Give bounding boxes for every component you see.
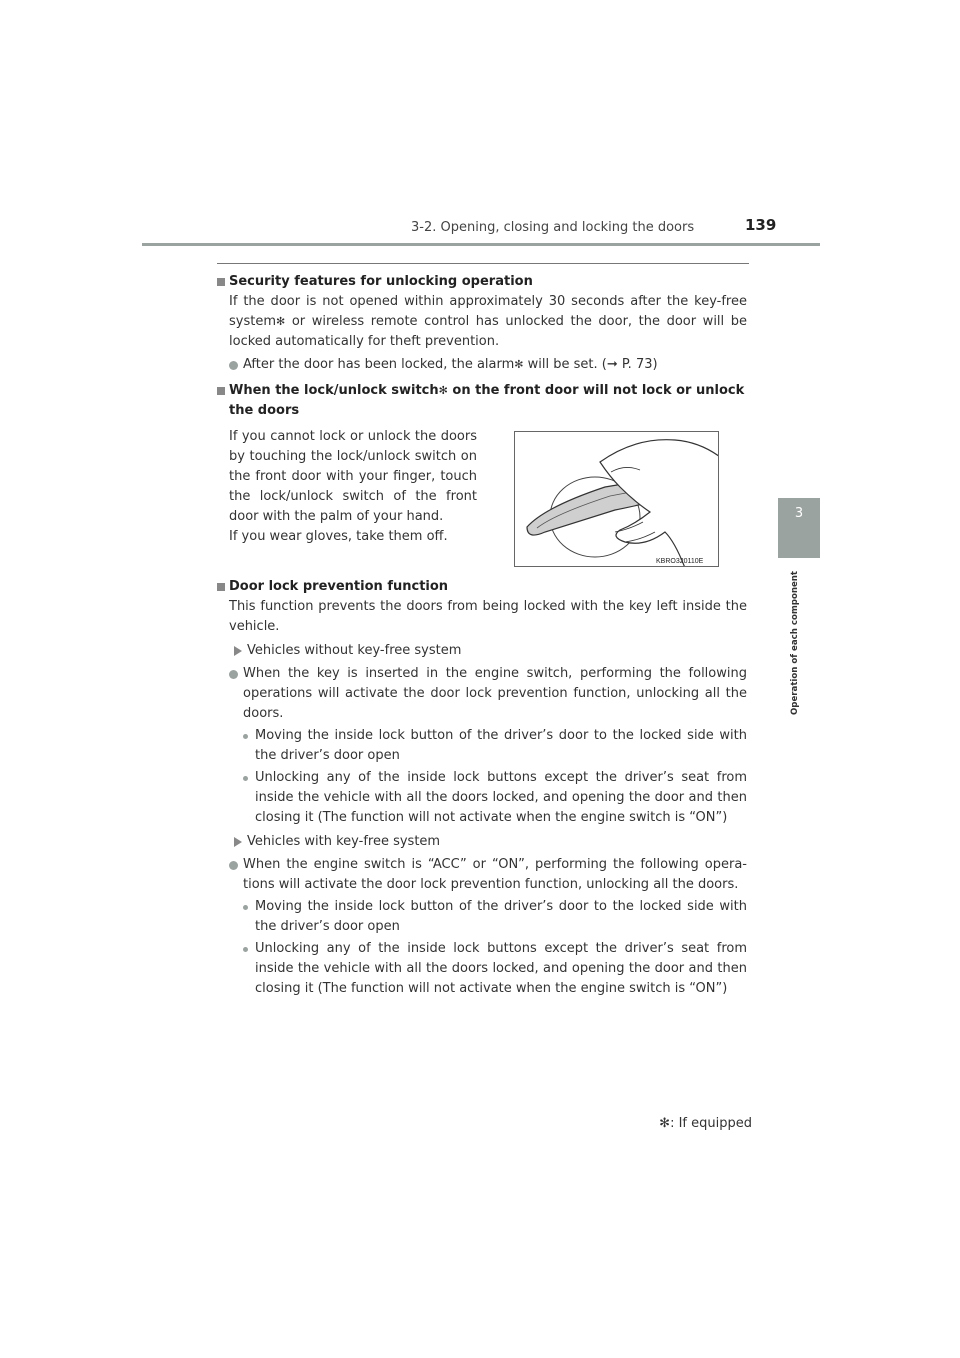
figure-code: KBRO320110E bbox=[656, 558, 704, 565]
square-bullet-icon bbox=[217, 278, 225, 286]
asterisk-icon: ✻ bbox=[276, 315, 286, 328]
chapter-title-vertical bbox=[786, 565, 806, 715]
bullet-item: After the door has been locked, the alarm✻ will be set. (➞ P. 73) bbox=[217, 355, 747, 375]
section-security bbox=[217, 272, 747, 375]
square-bullet-icon bbox=[217, 583, 225, 591]
content-divider bbox=[217, 263, 749, 264]
small-dot-icon bbox=[243, 905, 248, 910]
footnote: ✻: If equipped bbox=[659, 1116, 752, 1131]
triangle-marker-icon bbox=[234, 837, 242, 847]
round-bullet-icon bbox=[229, 861, 238, 870]
section-prevention bbox=[217, 577, 747, 999]
arrow-icon: ➞ bbox=[606, 357, 618, 372]
section-switch bbox=[217, 381, 747, 571]
section-heading: Door lock prevention function bbox=[217, 577, 747, 597]
asterisk-icon: ✻ bbox=[659, 1116, 671, 1131]
square-bullet-icon bbox=[217, 387, 225, 395]
small-dot-icon bbox=[243, 776, 248, 781]
vehicle-group-label: Vehicles with key-free system bbox=[217, 832, 747, 852]
bullet-item: When the key is inserted in the engine switch, performing the following operations will activate the door lock prevention function, unlocking all the doors. bbox=[217, 664, 747, 724]
section-heading: Security features for unlocking operation bbox=[217, 272, 747, 292]
vehicle-group-label: Vehicles without key-free system bbox=[217, 641, 747, 661]
hand-on-handle-image bbox=[515, 432, 719, 567]
small-dot-icon bbox=[243, 734, 248, 739]
bullet-item: When the engine switch is “ACC” or “ON”, performing the following opera-tions will activate the door lock prevention function, unlocking all the doors. bbox=[217, 855, 747, 895]
sub-bullet-item: Moving the inside lock button of the driver’s door to the locked side with the driver’s door open bbox=[217, 897, 747, 937]
paragraph: This function prevents the doors from being locked with the key left inside the vehicle. bbox=[229, 599, 747, 634]
section-heading: When the lock/unlock switch✻ on the front door will not lock or unlock the doors bbox=[217, 381, 747, 421]
main-content bbox=[217, 272, 747, 1005]
header-section-title: 3-2. Opening, closing and locking the doors bbox=[411, 220, 695, 235]
figure-caption-text: If you cannot lock or unlock the doors by touching the lock/unlock switch on the front door with your finger, touch the lock/unlock switch of the front door with the palm of your hand. If you wear gloves, take them off. bbox=[229, 429, 477, 544]
asterisk-icon: ✻ bbox=[438, 384, 448, 397]
door-handle-illustration bbox=[514, 431, 719, 567]
triangle-marker-icon bbox=[234, 646, 242, 656]
round-bullet-icon bbox=[229, 361, 238, 370]
figure-block bbox=[217, 423, 747, 571]
chapter-title: Operation of each component bbox=[790, 570, 800, 715]
small-dot-icon bbox=[243, 947, 248, 952]
chapter-tab bbox=[778, 498, 820, 558]
sub-bullet-item: Unlocking any of the inside lock buttons except the driver’s seat from inside the vehicle with all the doors locked, and opening the door and then closing it (The function will not activate when the engine switch is “ON”) bbox=[217, 768, 747, 828]
asterisk-icon: ✻ bbox=[514, 358, 524, 371]
header-divider bbox=[142, 243, 820, 246]
sub-bullet-item: Moving the inside lock button of the driver’s door to the locked side with the driver’s door open bbox=[217, 726, 747, 766]
sub-bullet-item: Unlocking any of the inside lock buttons except the driver’s seat from inside the vehicle with all the doors locked, and opening the door and then closing it (The function will not activate when the engine switch is “ON”) bbox=[217, 939, 747, 999]
paragraph: If the door is not opened within approximately 30 seconds after the key-free system✻ or wireless remote control has unlocked the door, the door will be locked automatically for theft prevention. bbox=[229, 294, 747, 349]
chapter-number: 3 bbox=[794, 506, 804, 521]
page-number: 139 bbox=[745, 216, 777, 234]
round-bullet-icon bbox=[229, 670, 238, 679]
